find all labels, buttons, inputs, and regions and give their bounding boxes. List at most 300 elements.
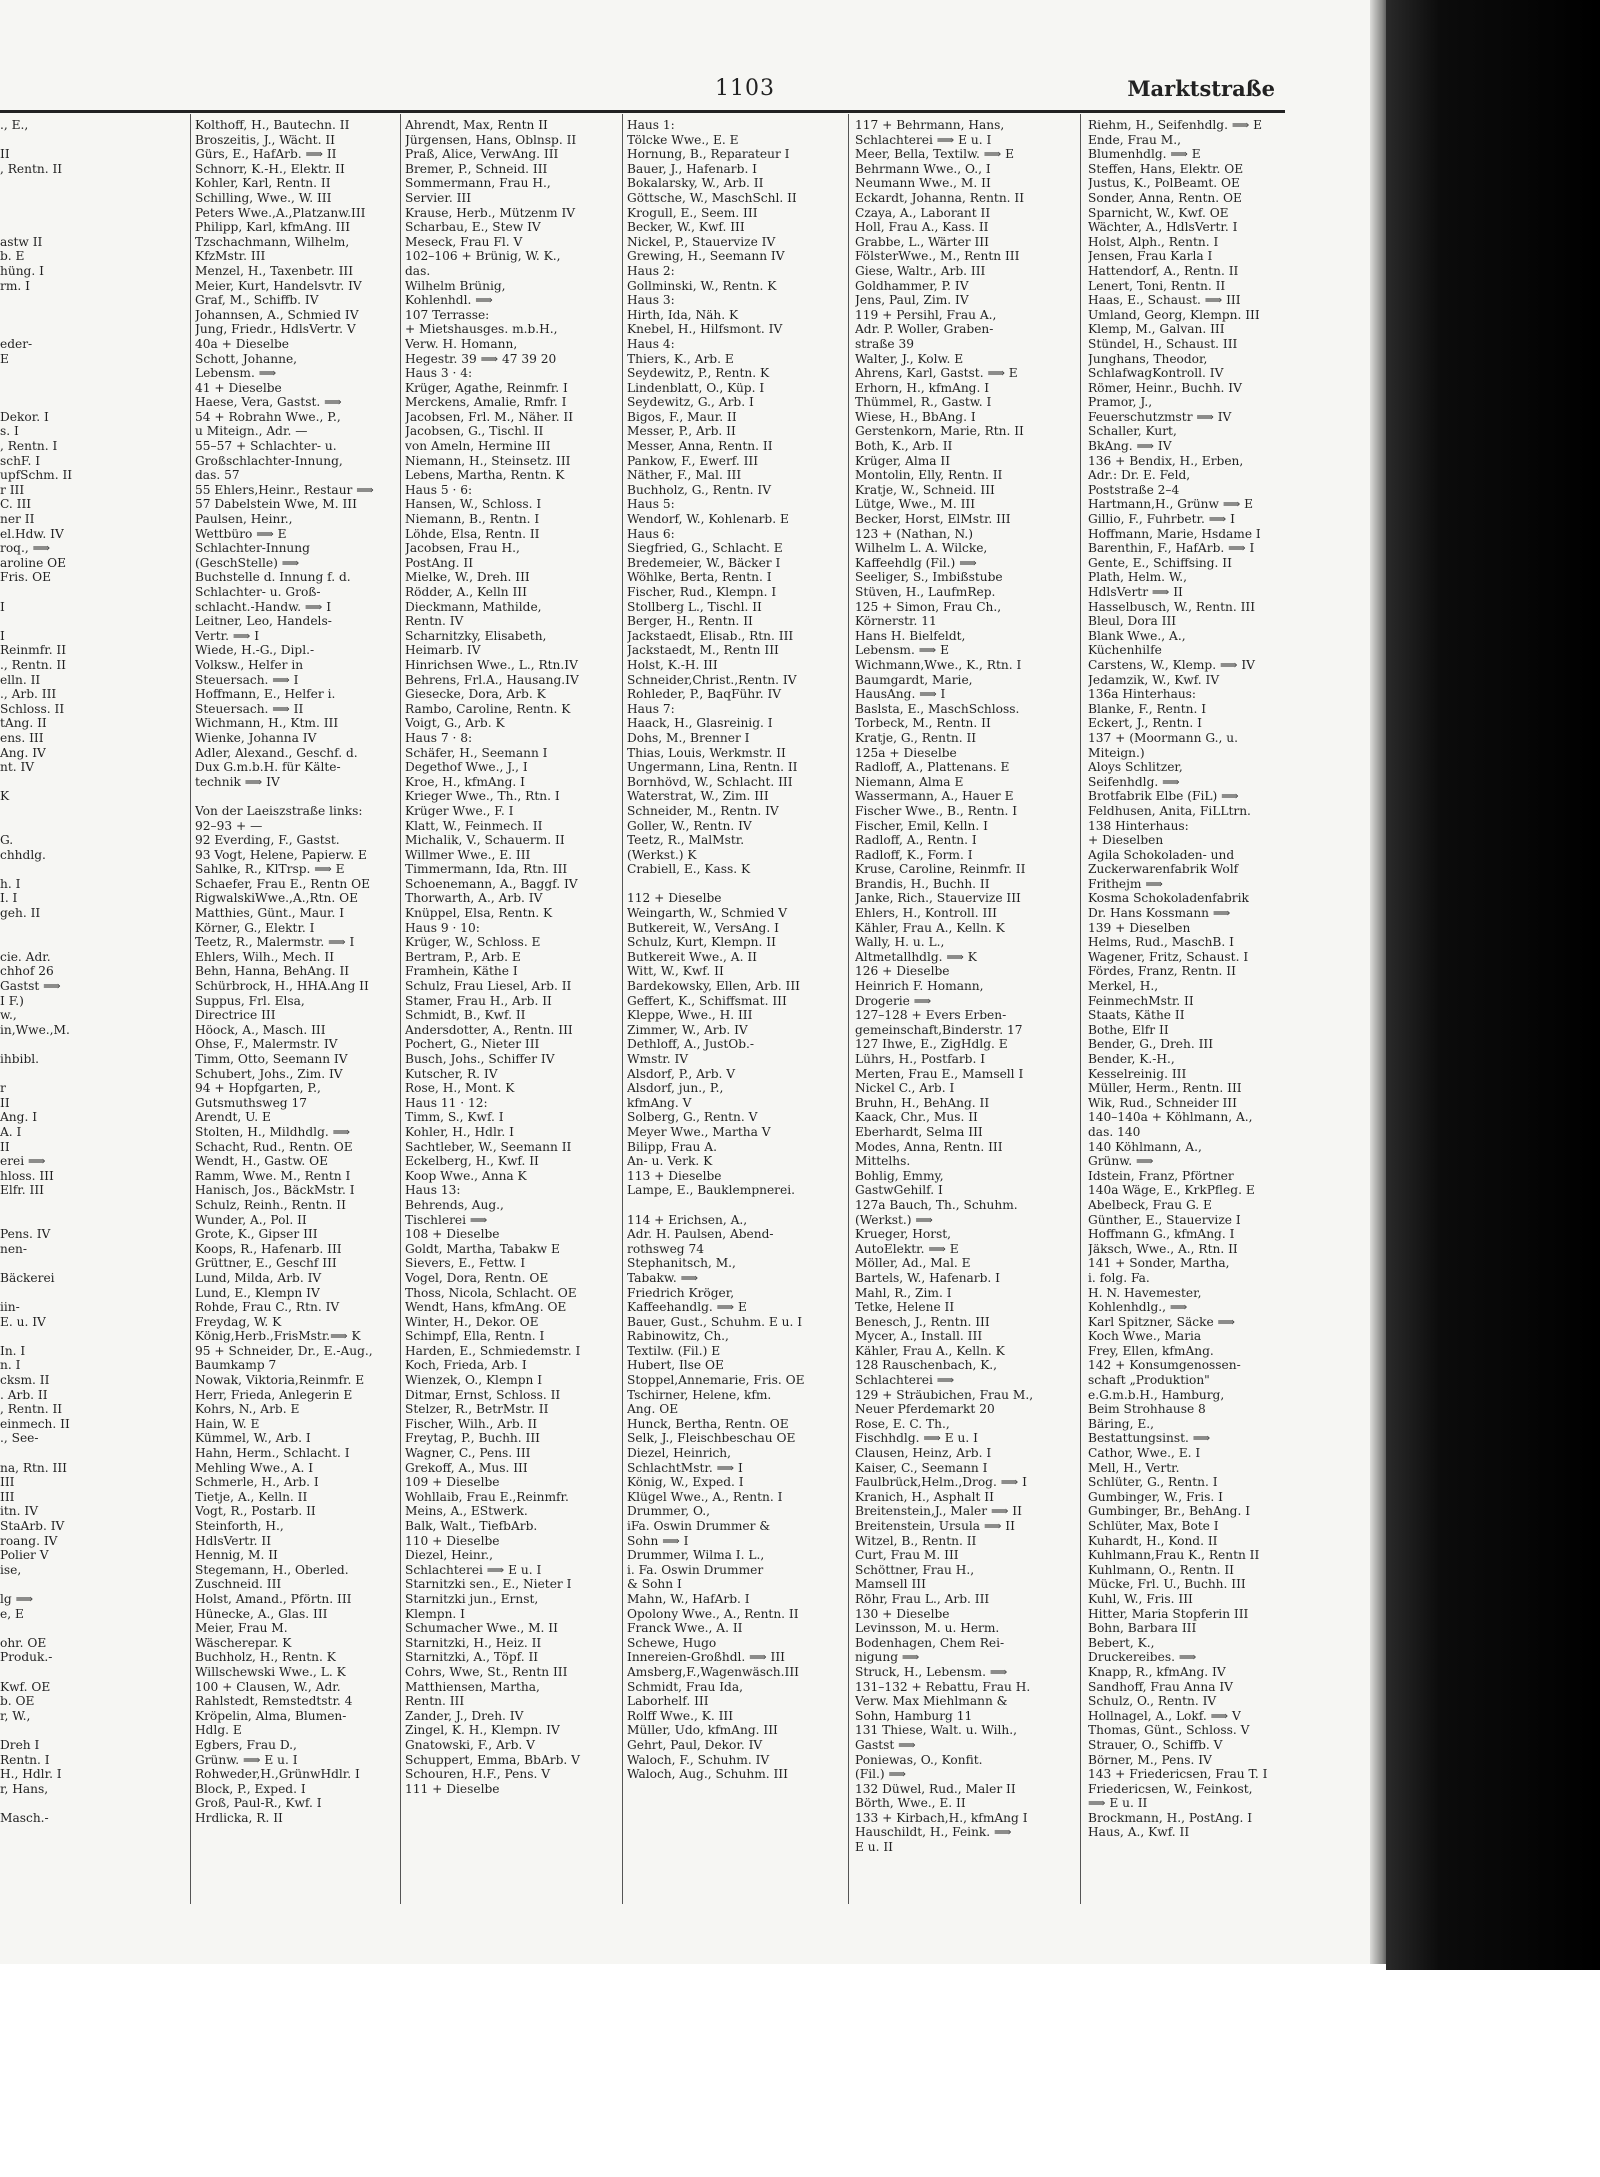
directory-entry: Fischer, Emil, Kelln. I [855,818,988,833]
directory-entry: Bremer, P., Schneid. III [405,161,548,176]
directory-entry: Feldhusen, Anita, FiLLtrn. [1088,803,1251,818]
directory-entry: Meier, Kurt, Handelsvtr. IV [195,278,362,293]
directory-entry: Rentn. I [0,1752,50,1767]
directory-entry: 142 + Konsumgenossen- [1088,1358,1241,1373]
directory-entry [0,1577,90,1592]
directory-entry: Kratje, G., Rentn. II [855,730,977,745]
directory-entry: 114 + Erichsen, A., [627,1212,748,1227]
directory-entry: e.G.m.b.H., Hamburg, [1088,1387,1225,1402]
directory-entry [0,1665,90,1680]
directory-entry: Praß, Alice, VerwAng. III [405,147,559,162]
directory-entry: Franck Wwe., A. II [627,1621,743,1636]
directory-entry: Erhorn, H., kfmAng. I [855,380,990,395]
directory-entry: Meer, Bella, Textilw. ⟹ E [855,147,1015,162]
directory-entry: Möller, Ad., Mal. E [855,1256,971,1271]
directory-entry: Timm, Otto, Seemann IV [195,1052,348,1066]
directory-entry: Degethof Wwe., J., I [405,760,528,775]
directory-entry: Wächter, A., HdlsVertr. I [1088,220,1238,235]
directory-entry: Schott, Johanne, [195,351,298,366]
directory-entry: 40a + Dieselbe [195,336,289,351]
directory-entry: Wally, H. u. L., [855,935,945,950]
directory-entry: Wichmann,Wwe., K., Rtn. I [855,657,1022,672]
directory-entry: BkAng. ⟹ IV [1088,439,1172,454]
directory-entry: Butkereit, W., VersAng. I [627,920,779,935]
directory-entry: Paulsen, Heinr., [195,512,293,527]
directory-entry: Framhein, Käthe I [405,964,518,979]
directory-entry: 95 + Schneider, Dr., E.-Aug., [195,1343,373,1358]
directory-entry: Masch.- [0,1810,49,1825]
directory-entry: . Arb. II [0,1387,48,1402]
directory-entry: Goldt, Martha, Tabakw E [405,1241,560,1256]
directory-entry: Bothe, Elfr II [1088,1022,1169,1037]
directory-entry: cie. Adr. [0,949,51,964]
directory-entry: Klatt, W., Feinmech. II [405,818,543,833]
directory-entry: Kaffeehandlg. ⟹ E [627,1300,747,1315]
directory-entry: Schnorr, K.-H., Elektr. II [195,161,345,176]
directory-entry [0,206,90,221]
directory-entry: Fris. OE [0,570,52,585]
directory-entry: Rambo, Caroline, Rentn. K [405,701,571,716]
directory-entry: Thiers, K., Arb. E [627,351,734,366]
directory-entry: Meins, A., EStwerk. [405,1504,528,1519]
directory-entry: 136a Hinterhaus: [1088,687,1197,702]
directory-entry [627,877,842,892]
directory-entry: Bestattungsinst. ⟹ [1088,1431,1211,1446]
directory-entry: w., [0,1008,17,1023]
directory-entry: Giesecke, Dora, Arb. K [405,687,546,702]
directory-entry: Schürbrock, H., HHA.Ang II [195,979,369,994]
directory-entry: 138 Hinterhaus: [1088,818,1189,833]
directory-entry: Sachtleber, W., Seemann II [405,1139,572,1154]
directory-entry: r, W., [0,1708,31,1723]
directory-entry: Schacht, Rud., Rentn. OE [195,1139,353,1154]
directory-entry: Gillio, F., Fuhrbetr. ⟹ I [1088,512,1235,527]
directory-entry: (GeschStelle) ⟹ [195,555,300,570]
directory-entry: Tzschachmann, Wilhelm, [195,234,350,249]
directory-entry: III [0,1475,15,1490]
directory-entry: tAng. II [0,716,47,731]
directory-entry [0,935,90,950]
directory-entry: Behrends, Aug., [405,1197,504,1212]
directory-entry: Mielke, W., Dreh. III [405,570,530,585]
directory-entry: Koch, Frieda, Arb. I [405,1358,527,1373]
directory-entry: Karl Spitzner, Säcke ⟹ [1088,1314,1236,1329]
directory-entry [0,176,90,191]
directory-entry: Servier. III [405,190,472,205]
directory-entry: Riehm, H., Seifenhdlg. ⟹ E [1088,118,1263,132]
directory-entry: Berger, H., Rentn. II [627,614,753,629]
directory-entry: Druckereibes. ⟹ [1088,1650,1197,1665]
directory-entry [0,366,90,381]
directory-entry: r [0,1081,6,1096]
directory-entry: Schuppert, Emma, BbArb. V [405,1752,580,1767]
directory-entry: Zander, J., Dreh. IV [405,1708,524,1723]
directory-entry: Schlachterei ⟹ E u. I [855,132,992,147]
directory-entry: Sandhoff, Frau Anna IV [1088,1679,1233,1694]
directory-entry: Tabakw. ⟹ [627,1270,699,1285]
directory-entry: Schlachterei ⟹ [855,1373,955,1388]
directory-entry: Mehling Wwe., A. I [195,1460,314,1475]
directory-entry: Textilw. (Fil.) E [627,1343,721,1358]
directory-entry: 131–132 + Rebattu, Frau H. [855,1679,1031,1694]
directory-entry: Hoffmann, E., Helfer i. [195,687,336,702]
directory-entry: Nowak, Viktoria,Reinmfr. E [195,1373,365,1388]
directory-entry: Heinrich F. Homann, [855,979,984,994]
directory-entry: Walter, J., Kolw. E [855,351,964,366]
directory-entry: Teetz, R., MalMstr. [627,833,745,848]
page-number: 1103 [715,76,775,101]
directory-entry: Opolony Wwe., A., Rentn. II [627,1606,799,1621]
directory-entry: Voigt, G., Arb. K [405,716,505,731]
directory-entry: Thümmel, R., Gastw. I [855,395,992,410]
directory-entry: RigwalskiWwe.,A.,Rtn. OE [195,891,359,906]
directory-entry: ise, [0,1562,22,1577]
directory-entry: Hdlg. E [195,1723,242,1738]
directory-entry [0,1213,90,1228]
directory-entry: iFa. Oswin Drummer & [627,1519,771,1533]
directory-entry: GastwGehilf. I [855,1183,943,1198]
directory-entry: ihbibl. [0,1052,40,1066]
directory-entry: Haus 2: [627,263,675,278]
directory-entry: Waloch, Aug., Schuhm. III [627,1767,788,1782]
directory-entry: Rentn. III [405,1694,465,1709]
directory-entry: 129 + Sträubichen, Frau M., [855,1387,1034,1402]
directory-entry: Bender, G., Dreh. III [1088,1037,1214,1052]
directory-column-1 [195,118,400,1825]
directory-entry: 93 Vogt, Helene, Papierw. E [195,847,367,862]
directory-entry: i. folg. Fa. [1088,1270,1150,1285]
directory-entry: Cathor, Wwe., E. I [1088,1446,1201,1461]
directory-entry: nt. IV [0,760,35,775]
directory-entry: Ahrendt, Max, Rentn II [405,118,548,132]
directory-entry: s. I [0,424,19,439]
directory-entry: Schneider, M., Rentn. IV [627,803,779,818]
directory-entry: Holst, K.-H. III [627,657,718,672]
directory-entry: aroline OE [0,555,67,570]
directory-entry: Niemann, Alma E [855,774,964,789]
directory-entry: 57 Dabelstein Wwe, M. III [195,497,357,512]
directory-entry: elln. II [0,672,41,687]
directory-entry: Hünecke, A., Glas. III [195,1606,328,1621]
directory-entry: Hanisch, Jos., BäckMstr. I [195,1183,355,1198]
directory-entry: SchlachtMstr. ⟹ I [627,1460,743,1475]
directory-entry: Cohrs, Wwe, St., Rentn III [405,1664,568,1679]
directory-entry: + Dieselben [1088,833,1164,848]
directory-entry: Schulz, Kurt, Klempn. II [627,935,776,950]
directory-entry: Wagener, Fritz, Schaust. I [1088,949,1249,964]
directory-entry: Krieger Wwe., Th., Rtn. I [405,789,560,804]
directory-entry: Adler, Alexand., Geschf. d. [195,745,358,760]
street-title: Marktstraße [1127,76,1275,101]
directory-entry: Behrens, Frl.A., Hausang.IV [405,672,579,687]
directory-entry: Holst, Alph., Rentn. I [1088,234,1219,249]
directory-entry: Rolff Wwe., K. III [627,1708,734,1723]
directory-entry: Baslsta, E., MaschSchloss. [855,701,1020,716]
directory-entry: Witt, W., Kwf. II [627,964,724,979]
directory-entry: Wassermann, A., Hauer E [855,789,1014,804]
directory-entry: Haus, A., Kwf. II [1088,1825,1190,1840]
directory-entry: Schäfer, H., Seemann I [405,745,548,760]
directory-entry: FeinmechMstr. II [1088,993,1194,1008]
directory-entry: 137 + (Moormann G., u. [1088,730,1238,745]
directory-entry: 133 + Kirbach,H., kfmAng I [855,1810,1028,1825]
directory-entry: 132 Düwel, Rud., Maler II [855,1781,1016,1796]
directory-entry: Gerstenkorn, Marie, Rtn. II [855,424,1024,439]
directory-entry: I [0,599,5,614]
directory-entry: Gente, E., Schiffsing. II [1088,555,1232,570]
directory-entry: Peters Wwe.,A.,Platzanw.III [195,205,366,220]
directory-entry: I. I [0,891,18,906]
directory-entry: Adr. P. Woller, Graben- [855,322,994,337]
directory-entry: b. E [0,249,25,264]
directory-entry: Wohllaib, Frau E.,Reinmfr. [405,1489,569,1504]
directory-entry: 126 + Dieselbe [855,964,950,979]
directory-entry: Gumbinger, Br., BehAng. I [1088,1504,1251,1519]
directory-entry: Haus 5: [627,497,675,512]
directory-entry: Eckert, J., Rentn. I [1088,716,1202,731]
directory-entry: Wöhlke, Berta, Rentn. I [627,570,772,585]
directory-entry: Neuer Pferdemarkt 20 [855,1402,995,1417]
directory-entry [627,1198,842,1213]
directory-entry: Bleul, Dora III [1088,614,1177,629]
previous-page-fragment [0,118,90,1825]
column-divider [622,114,623,1904]
directory-entry: Meyer Wwe., Martha V [627,1124,771,1139]
directory-entry: Börth, Wwe., E. II [855,1796,966,1811]
directory-entry: Löhde, Elsa, Rentn. II [405,526,540,541]
directory-entry: Mycer, A., Install. III [855,1329,983,1344]
directory-entry: Curt, Frau M. III [855,1548,959,1563]
directory-entry [0,775,90,790]
directory-entry: Gastst ⟹ [855,1737,916,1752]
directory-entry: Knapp, R., kfmAng. IV [1088,1664,1226,1679]
directory-entry: 125 + Simon, Frau Ch., [855,599,1002,614]
directory-entry: Bilipp, Frau A. [627,1139,717,1154]
directory-entry: 107 Terrasse: [405,307,490,322]
directory-entry: Müller, Herm., Rentn. III [1088,1081,1242,1096]
directory-entry: Kaiser, C., Seemann I [855,1460,988,1475]
directory-entry: ner II [0,512,35,527]
directory-entry: Bender, K.-H., [1088,1052,1175,1066]
directory-entry [0,322,90,337]
directory-entry: Kähler, Frau A., Kelln. K [855,1343,1005,1358]
directory-entry: Großschlachter-Innung, [195,453,343,468]
directory-entry: Hunck, Bertha, Rentn. OE [627,1416,789,1431]
directory-entry: Klügel Wwe., A., Rentn. I [627,1489,783,1504]
directory-entry: Seydewitz, G., Arb. I [627,395,754,410]
directory-entry: Stüven, H., LaufmRep. [855,585,996,599]
book-spine [1386,0,1600,1970]
directory-entry: geh. II [0,906,41,921]
directory-entry: Winter, H., Dekor. OE [405,1314,539,1329]
directory-entry: Laborhelf. III [627,1694,709,1709]
directory-entry: Wichmann, H., Ktm. III [195,716,339,731]
directory-entry: Janke, Rich., Stauervize III [855,891,1021,906]
directory-entry: ⟹ E u. II [1088,1796,1148,1811]
directory-entry: Hans H. Bielfeldt, [855,628,966,643]
directory-entry: Freydag, W. K [195,1314,282,1329]
directory-entry: Kratje, W., Schneid. III [855,482,995,497]
directory-entry: Bauer, Gust., Schuhm. E u. I [627,1314,803,1329]
directory-entry: Vogt, R., Postarb. II [195,1504,316,1519]
directory-entry: Radloff, A., Plattenans. E [855,760,1010,775]
directory-entry: n. I [0,1358,21,1373]
directory-entry: Haus 3: [627,293,675,308]
directory-entry: roq., ⟹ [0,541,51,556]
directory-entry: Stephanitsch, M., [627,1256,736,1271]
directory-entry: r, Hans, [0,1781,49,1796]
directory-entry: Stelzer, R., BetrMstr. II [405,1402,549,1417]
directory-entry: Jens, Paul, Zim. IV [855,293,969,308]
directory-entry: Zimmer, W., Arb. IV [627,1022,748,1037]
directory-entry: Rödder, A., Kelln III [405,585,527,599]
directory-entry: Buchholz, H., Rentn. K [195,1650,336,1665]
directory-entry: Faulbrück,Helm.,Drog. ⟹ I [855,1475,1027,1490]
directory-entry: Thorwarth, A., Arb. IV [405,891,543,906]
directory-entry: u Miteign., Adr. — [195,424,308,439]
directory-entry: 55–57 + Schlachter- u. [195,439,337,454]
directory-entry: 143 + Friedericsen, Frau T. I [1088,1767,1268,1782]
directory-entry: Ehlers, Wilh., Mech. II [195,949,335,964]
directory-entry: Wendorf, W., Kohlenarb. E [627,512,789,527]
directory-entry: Gollminski, W., Rentn. K [627,278,777,293]
directory-entry [0,1286,90,1301]
directory-entry: Abelbeck, Frau G. E [1088,1197,1212,1212]
directory-entry: 41 + Dieselbe [195,380,282,395]
directory-entry: Neumann Wwe., M. II [855,176,991,191]
directory-entry: Teetz, R., Malermstr. ⟹ I [195,935,355,950]
directory-entry: Schmidt, B., Kwf. II [405,1008,526,1023]
directory-entry: Drummer, O., [627,1504,711,1519]
directory-entry: In. I [0,1343,26,1358]
directory-entry: Bodenhagen, Chem Rei- [855,1635,1005,1650]
directory-entry: Haack, H., Glasreinig. I [627,716,773,731]
directory-entry: Wettbüro ⟹ E [195,526,287,541]
directory-entry: Schlachterei ⟹ E u. I [405,1562,542,1577]
directory-entry: Schlachter-Innung [195,541,310,556]
directory-entry: SchlafwagKontroll. IV [1088,366,1224,381]
directory-entry: Holst, Amand., Pförtn. III [195,1591,352,1606]
directory-entry: Frey, Ellen, kfmAng. [1088,1343,1214,1358]
directory-entry: Tölcke Wwe., E. E [627,132,739,147]
directory-entry: Witzel, B., Rentn. II [855,1533,977,1548]
directory-entry: Nickel, P., Stauervize IV [627,234,776,249]
directory-entry: Zingel, K. H., Klempn. IV [405,1723,560,1738]
directory-entry: Busch, Johs., Schiffer IV [405,1052,555,1066]
directory-entry: Mittelhs. [855,1154,911,1169]
directory-entry: Rabinowitz, Ch., [627,1329,729,1344]
directory-entry: Bruhn, H., BehAng. II [855,1095,990,1110]
directory-entry: Stoppel,Annemarie, Fris. OE [627,1373,805,1388]
directory-entry: 128 Rauschenbach, K., [855,1358,998,1373]
directory-entry: Timmermann, Ida, Rtn. III [405,862,568,877]
directory-entry: Justus, K., PolBeamt. OE [1088,176,1240,191]
directory-entry: Bäring, E., [1088,1416,1154,1431]
directory-entry: 55 Ehlers,Heinr., Restaur ⟹ [195,482,374,497]
directory-entry: Starnitzki, A., Töpf. II [405,1650,539,1665]
directory-entry: itn. IV [0,1504,39,1519]
directory-entry: Adr.: Dr. E. Feld, [1088,468,1191,483]
directory-entry: FölsterWwe., M., Rentn III [855,249,1020,264]
directory-entry: Starnitzki sen., E., Nieter I [405,1577,572,1592]
directory-entry: Benesch, J., Rentn. III [855,1314,990,1329]
directory-entry: Vogel, Dora, Rentn. OE [405,1270,549,1285]
directory-entry: Drogerie ⟹ [855,993,932,1008]
directory-entry: Buchstelle d. Innung f. d. [195,570,351,585]
directory-entry: III [0,1489,15,1504]
directory-entry: Koch Wwe., Maria [1088,1329,1202,1344]
directory-entry: Kaack, Chr., Mus. II [855,1110,978,1125]
directory-entry: Suppus, Frl. Elsa, [195,993,305,1008]
page-header [190,70,1275,108]
directory-entry: Gastst ⟹ [0,979,61,994]
directory-entry: Jacobsen, Frl. M., Näher. II [405,409,574,424]
directory-entry: Lebens, Martha, Rentn. K [405,468,565,483]
directory-entry: Bokalarsky, W., Arb. II [627,176,764,191]
directory-entry: Timm, S., Kwf. I [405,1110,504,1125]
directory-entry: H. N. Havemester, [1088,1285,1202,1300]
directory-entry: Blanke, F., Rentn. I [1088,701,1207,716]
directory-entry: straße 39 [855,336,914,351]
directory-entry: (Fil.) ⟹ [855,1767,906,1782]
directory-entry: E [0,351,9,366]
directory-entry: 94 + Hopfgarten, P., [195,1081,321,1096]
directory-entry: Both, K., Arb. II [855,439,953,454]
directory-entry: Fischer, Wilh., Arb. II [405,1416,538,1431]
directory-entry: Becker, W., Kwf. III [627,220,745,235]
directory-entry: Tschirner, Helene, kfm. [627,1387,772,1402]
directory-entry: Verw. Max Miehlmann & [855,1694,1008,1709]
directory-entry: hloss. III [0,1168,54,1183]
directory-entry: Hollnagel, A., Lokf. ⟹ V [1088,1708,1241,1723]
directory-entry: Miteign.) [1088,745,1145,760]
directory-entry: Nickel C., Arb. I [855,1081,955,1096]
directory-entry: Czaya, A., Laborant II [855,205,991,220]
directory-entry: Staats, Käthe II [1088,1008,1185,1023]
directory-entry: Von der Laeiszstraße links: [195,803,363,818]
directory-entry: Struck, H., Lebensm. ⟹ [855,1664,1008,1679]
directory-entry: Schulz, O., Rentn. IV [1088,1694,1217,1709]
directory-entry: Becker, Horst, ElMstr. III [855,512,1011,527]
directory-entry: II [0,1139,10,1154]
directory-entry: Kümmel, W., Arb. I [195,1431,311,1446]
directory-entry: 140 Köhlmann, A., [1088,1139,1202,1154]
directory-entry: Dekor. I [0,409,49,424]
directory-entry: 113 + Dieselbe [627,1168,722,1183]
directory-entry: 110 + Dieselbe [405,1533,500,1548]
directory-entry: Kranich, H., Asphalt II [855,1489,994,1504]
directory-entry: Starnitzki jun., Ernst, [405,1591,539,1606]
directory-entry: Radloff, K., Form. I [855,847,973,862]
directory-entry: Grote, K., Gipser III [195,1227,318,1242]
directory-column-3 [627,118,842,1782]
directory-entry: Thias, Louis, Werkmstr. II [627,745,786,760]
directory-entry: Menzel, H., Taxenbetr. III [195,263,354,278]
directory-entry: Behn, Hanna, BehAng. II [195,964,350,979]
directory-entry: Graf, M., Schiffb. IV [195,293,319,308]
directory-entry: II [0,147,10,162]
directory-entry: 127a Bauch, Th., Schuhm. [855,1197,1018,1212]
directory-entry: Starnitzki, H., Heiz. II [405,1635,542,1650]
directory-entry: Gürs, E., HafArb. ⟹ II [195,147,337,162]
directory-entry: Haus 11 · 12: [405,1095,488,1110]
directory-entry: Stamer, Frau H., Arb. II [405,993,552,1008]
directory-entry: Lund, E., Klempn IV [195,1285,320,1300]
directory-entry: 140a Wäge, E., KrkPfleg. E [1088,1183,1255,1198]
directory-entry: Johannsen, A., Schmied IV [195,307,359,322]
directory-entry: Schöttner, Frau H., [855,1562,975,1577]
directory-entry: Jürgensen, Hans, Oblnsp. II [405,132,577,147]
